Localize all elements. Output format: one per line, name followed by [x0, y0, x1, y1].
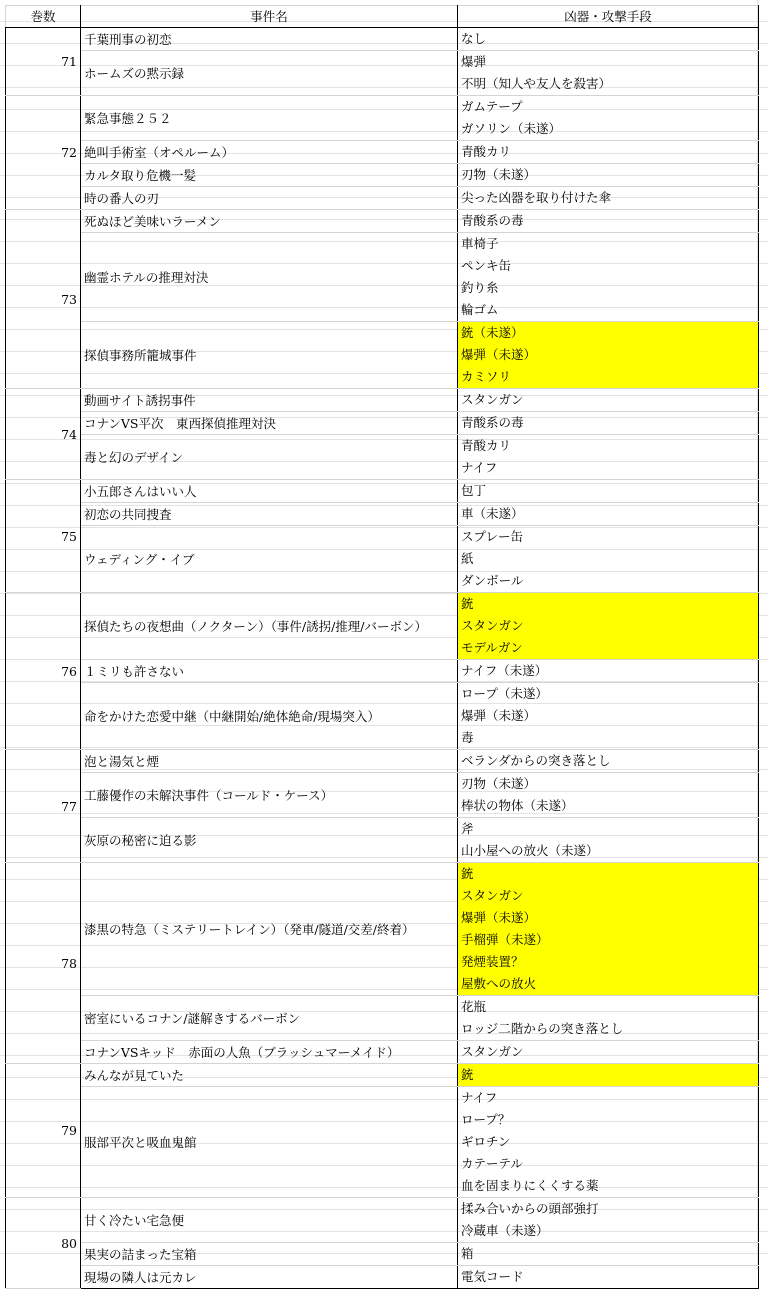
weapon-item: 手榴弾（未遂）: [461, 932, 549, 947]
weapon-item: 青酸カリ: [461, 438, 512, 453]
header-row: [6, 6, 759, 28]
case-row: [6, 996, 759, 1041]
weapon-item: 毒: [461, 730, 474, 745]
weapon-item: 銃（未遂）: [461, 325, 524, 340]
weapon-cell[interactable]: [458, 1198, 759, 1243]
weapon-cell[interactable]: [458, 187, 759, 210]
weapon-item: 刃物（未遂）: [461, 776, 537, 791]
weapon-item: ガムテープ: [461, 99, 523, 114]
case-row: [6, 773, 759, 818]
case-row: [6, 480, 759, 503]
case-row: [6, 322, 759, 389]
case-title-cell[interactable]: 絶叫手術室（オペルーム）: [81, 141, 458, 164]
case-title-cell[interactable]: 探偵たちの夜想曲（ノクターン）（事件/誘拐/推理/バーボン）: [81, 593, 458, 660]
weapon-cell[interactable]: [458, 28, 759, 51]
case-row: [6, 593, 759, 660]
case-title-cell[interactable]: 密室にいるコナン/謎解きするバーボン: [81, 996, 458, 1041]
header-case-title[interactable]: 事件名: [81, 6, 458, 28]
weapon-cell-highlighted[interactable]: [458, 322, 759, 389]
weapon-item: 釣り糸: [461, 280, 499, 295]
case-row: [6, 187, 759, 210]
case-title-cell[interactable]: ウェディング・イブ: [81, 526, 458, 593]
weapon-cell[interactable]: [458, 141, 759, 164]
weapon-item: なし: [461, 31, 487, 46]
volume-cell[interactable]: 74: [6, 389, 81, 480]
case-title-cell[interactable]: 動画サイト誘拐事件: [81, 389, 458, 412]
weapon-item: ロッジ二階からの突き落とし: [461, 1021, 624, 1036]
case-title-cell[interactable]: 現場の隣人は元カレ: [81, 1266, 458, 1289]
case-title-cell[interactable]: 緊急事態２５２: [81, 96, 458, 141]
case-title-cell[interactable]: ホームズの黙示録: [81, 51, 458, 96]
header-volume[interactable]: 巻数: [6, 6, 81, 28]
weapon-item: ナイフ: [461, 1090, 498, 1105]
volume-cell[interactable]: 72: [6, 96, 81, 210]
weapon-cell[interactable]: [458, 750, 759, 773]
volume-cell[interactable]: 78: [6, 863, 81, 1064]
case-row: [6, 503, 759, 526]
case-title-cell[interactable]: １ミリも許さない: [81, 660, 458, 683]
weapon-cell[interactable]: [458, 526, 759, 593]
weapon-item: モデルガン: [461, 640, 523, 655]
weapon-cell[interactable]: [458, 164, 759, 187]
weapon-item: ガソリン（未遂）: [461, 121, 562, 136]
weapon-item: 血を固まりにくくする薬: [461, 1178, 599, 1193]
weapon-item: 箱: [461, 1246, 474, 1261]
weapon-item: 青酸系の毒: [461, 213, 524, 228]
case-row: [6, 435, 759, 480]
weapon-cell[interactable]: [458, 818, 759, 863]
weapon-item: スタンガン: [461, 392, 524, 407]
table-body: [6, 28, 759, 1289]
weapon-item: ナイフ: [461, 460, 498, 475]
case-title-cell[interactable]: 漆黒の特急（ミステリートレイン）（発車/隧道/交差/終着）: [81, 863, 458, 996]
weapon-cell[interactable]: [458, 1243, 759, 1266]
case-row: [6, 164, 759, 187]
weapon-item: ダンボール: [461, 573, 524, 588]
case-title-cell[interactable]: 果実の詰まった宝箱: [81, 1243, 458, 1266]
weapon-item: 揉み合いからの頭部強打: [461, 1201, 599, 1216]
volume-cell[interactable]: 71: [6, 28, 81, 96]
weapon-cell[interactable]: [458, 412, 759, 435]
case-row: [6, 233, 759, 322]
volume-cell[interactable]: 76: [6, 593, 81, 750]
case-row: [6, 750, 759, 773]
volume-cell[interactable]: 77: [6, 750, 81, 863]
case-title-cell[interactable]: 小五郎さんはいい人: [81, 480, 458, 503]
case-title-cell[interactable]: 灰原の秘密に迫る影: [81, 818, 458, 863]
weapon-item: ナイフ（未遂）: [461, 663, 548, 678]
weapon-item: カミソリ: [461, 369, 512, 384]
case-row: [6, 412, 759, 435]
case-title-cell[interactable]: 甘く冷たい宅急便: [81, 1198, 458, 1243]
weapon-item: ロープ（未遂）: [461, 686, 548, 701]
weapon-cell[interactable]: [458, 1041, 759, 1064]
weapon-cell-highlighted[interactable]: [458, 593, 759, 660]
header-weapon[interactable]: 凶器・攻撃手段: [458, 6, 759, 28]
weapon-item: 尖った凶器を取り付けた傘: [461, 190, 612, 205]
weapon-cell[interactable]: [458, 51, 759, 96]
case-row: [6, 1087, 759, 1198]
weapon-item: ギロチン: [461, 1134, 511, 1149]
case-title-cell[interactable]: コナンVS平次 東西探偵推理対決: [81, 412, 458, 435]
weapon-item: 爆弾: [461, 54, 487, 69]
case-row: [6, 1064, 759, 1087]
case-row: [6, 683, 759, 750]
weapon-item: 棒状の物体（未遂）: [461, 798, 574, 813]
case-title-cell[interactable]: みんなが見ていた: [81, 1064, 458, 1087]
weapon-cell[interactable]: [458, 96, 759, 141]
weapon-cell[interactable]: [458, 480, 759, 503]
case-title-cell[interactable]: 探偵事務所籠城事件: [81, 322, 458, 389]
weapon-cell[interactable]: [458, 210, 759, 233]
case-row: [6, 51, 759, 96]
weapon-cell[interactable]: [458, 683, 759, 750]
volume-cell[interactable]: 79: [6, 1064, 81, 1198]
case-row: [6, 863, 759, 996]
weapon-item: 車椅子: [461, 236, 499, 251]
weapon-cell[interactable]: [458, 503, 759, 526]
weapon-item: 不明（知人や友人を殺害）: [461, 76, 612, 91]
case-row: [6, 818, 759, 863]
case-title-cell[interactable]: 初恋の共同捜査: [81, 503, 458, 526]
case-row: [6, 1041, 759, 1064]
weapon-cell[interactable]: [458, 435, 759, 480]
case-title-cell[interactable]: 泡と湯気と煙: [81, 750, 458, 773]
weapon-item: スタンガン: [461, 1044, 524, 1059]
volume-cell[interactable]: 75: [6, 480, 81, 593]
volume-cell[interactable]: 80: [6, 1198, 81, 1289]
case-row: [6, 28, 759, 51]
weapon-item: 車（未遂）: [461, 506, 524, 521]
weapon-cell[interactable]: [458, 773, 759, 818]
weapon-item: 銃: [461, 596, 474, 611]
weapon-cell[interactable]: [458, 996, 759, 1041]
weapon-cell[interactable]: [458, 389, 759, 412]
case-weapon-table: [5, 5, 759, 1289]
weapon-item: 爆弾（未遂）: [461, 708, 537, 723]
weapon-cell[interactable]: [458, 1087, 759, 1198]
weapon-item: 輪ゴム: [461, 302, 499, 317]
case-row: [6, 210, 759, 233]
weapon-cell[interactable]: [458, 233, 759, 322]
weapon-item: 花瓶: [461, 999, 487, 1014]
weapon-item: 発煙装置？: [461, 954, 524, 969]
weapon-item: スタンガン: [461, 888, 524, 903]
weapon-item: 包丁: [461, 483, 487, 498]
case-title-cell[interactable]: 千葉刑事の初恋: [81, 28, 458, 51]
weapon-cell-highlighted[interactable]: [458, 863, 759, 996]
case-title-cell[interactable]: 毒と幻のデザイン: [81, 435, 458, 480]
weapon-item: 山小屋への放火（未遂）: [461, 843, 599, 858]
case-title-cell[interactable]: 服部平次と吸血鬼館: [81, 1087, 458, 1198]
case-row: [6, 96, 759, 141]
weapon-item: スタンガン: [461, 618, 524, 633]
case-row: [6, 526, 759, 593]
case-row: [6, 1243, 759, 1266]
weapon-item: 斧: [461, 821, 474, 836]
case-row: [6, 660, 759, 683]
weapon-item: 銃: [461, 1067, 474, 1082]
weapon-item: 青酸カリ: [461, 144, 512, 159]
case-title-cell[interactable]: カルタ取り危機一髪: [81, 164, 458, 187]
weapon-item: 電気コード: [461, 1269, 524, 1284]
weapon-item: 爆弾（未遂）: [461, 347, 537, 362]
weapon-item: スプレー缶: [461, 529, 524, 544]
volume-cell[interactable]: 73: [6, 210, 81, 389]
weapon-item: ロープ？: [461, 1112, 511, 1127]
case-title-cell[interactable]: 工藤優作の未解決事件（コールド・ケース）: [81, 773, 458, 818]
case-row: [6, 389, 759, 412]
weapon-item: カテーテル: [461, 1156, 523, 1171]
weapon-cell[interactable]: [458, 660, 759, 683]
weapon-item: 屋敷への放火: [461, 976, 537, 991]
case-title-cell[interactable]: 時の番人の刃: [81, 187, 458, 210]
case-title-cell[interactable]: コナンVSキッド 赤面の人魚（ブラッシュマーメイド）: [81, 1041, 458, 1064]
weapon-item: ベランダからの突き落とし: [461, 753, 611, 768]
weapon-item: 銃: [461, 866, 474, 881]
case-row: [6, 141, 759, 164]
weapon-item: 冷蔵車（未遂）: [461, 1223, 549, 1238]
case-title-cell[interactable]: 死ぬほど美味いラーメン: [81, 210, 458, 233]
weapon-item: 刃物（未遂）: [461, 167, 537, 182]
case-title-cell[interactable]: 幽霊ホテルの推理対決: [81, 233, 458, 322]
weapon-item: 青酸系の毒: [461, 415, 524, 430]
weapon-item: ペンキ缶: [461, 258, 512, 273]
weapon-item: 紙: [461, 551, 474, 566]
weapon-cell-highlighted[interactable]: [458, 1064, 759, 1087]
case-row: [6, 1198, 759, 1243]
weapon-item: 爆弾（未遂）: [461, 910, 537, 925]
case-title-cell[interactable]: 命をかけた恋愛中継（中継開始/絶体絶命/現場突入）: [81, 683, 458, 750]
